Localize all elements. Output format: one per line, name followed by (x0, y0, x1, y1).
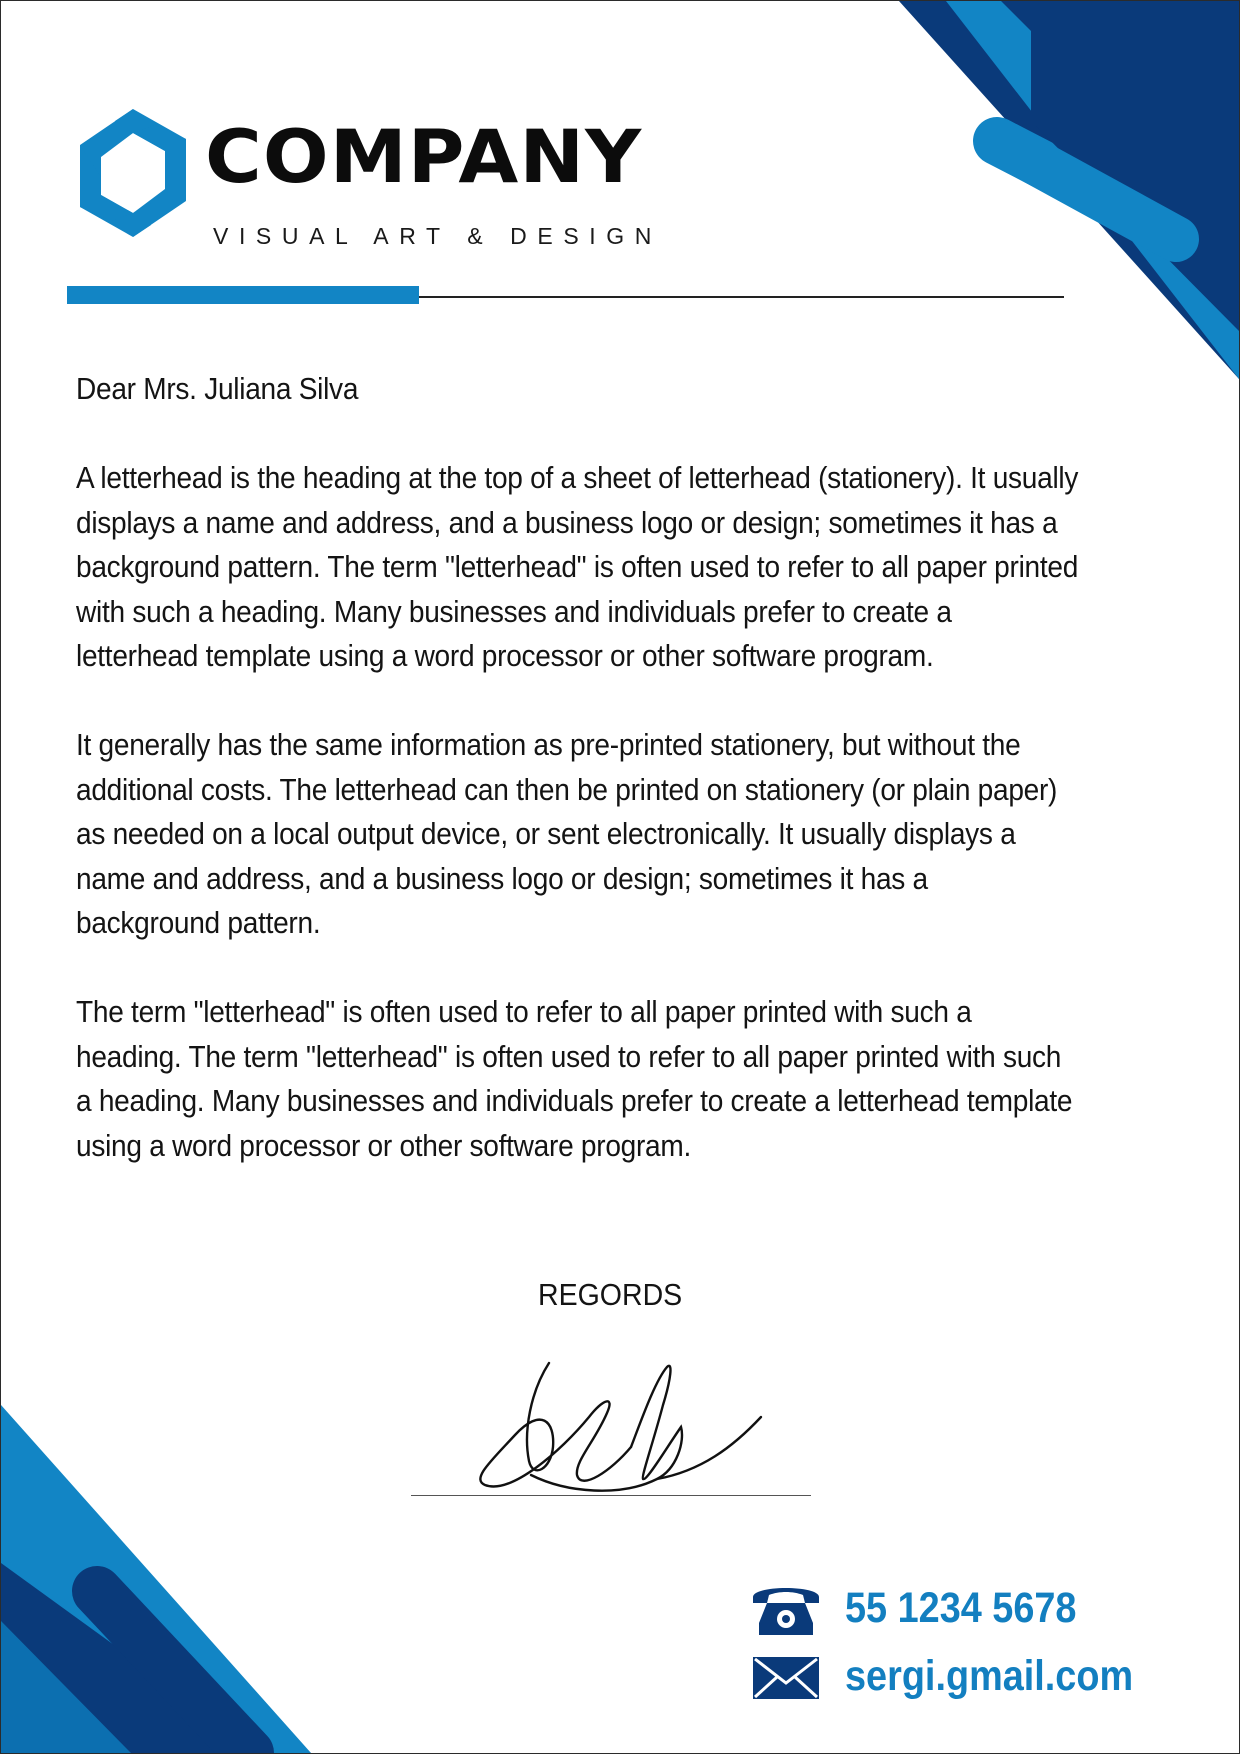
envelope-icon (747, 1647, 825, 1705)
letter-paragraph: The term "letterhead" is often used to refer to all paper printed with such a heading. The term "letterhead" is often used to refer to all paper printed with such a heading. Many businesses and individuals prefer to create a letterhead template using a word processor or other software program. (76, 995, 1073, 1163)
letter-paragraph: A letterhead is the heading at the top of a sheet of letterhead (stationery). It usually displays a name and address, and a business logo or design; sometimes it has a background pattern. The term "letterhead" is often used to refer to all paper printed with such a heading. Many businesses and individuals prefer to create a letterhead template using a word processor or other software program. (76, 461, 1079, 673)
header-accent-rule (67, 286, 419, 304)
header-divider-rule (419, 296, 1064, 298)
signature-line (411, 1495, 811, 1496)
letter-paragraph: It generally has the same information as pre-printed stationery, but without the additional costs. The letterhead can then be printed on stationery (or plain paper) as needed on a local output device, or sent electronically. It usually displays a name and address, and a business logo or design; sometimes it has a background pattern. (76, 728, 1058, 940)
company-name: COMPANY (205, 115, 643, 200)
contact-phone (747, 1579, 1108, 1637)
phone-number[interactable]: 55 1234 5678 (845, 1583, 1077, 1632)
letter-closing: REGORDS (538, 1277, 683, 1312)
email-address[interactable]: sergi.gmail.com (845, 1651, 1134, 1700)
letter-salutation: Dear Mrs. Juliana Silva (76, 372, 359, 406)
company-logo-icon (75, 109, 191, 237)
company-tagline: VISUAL ART & DESIGN (213, 223, 662, 249)
handwritten-signature (471, 1351, 771, 1501)
telephone-icon (747, 1579, 825, 1637)
letter-body (76, 367, 1079, 1213)
contact-email (747, 1647, 1172, 1705)
